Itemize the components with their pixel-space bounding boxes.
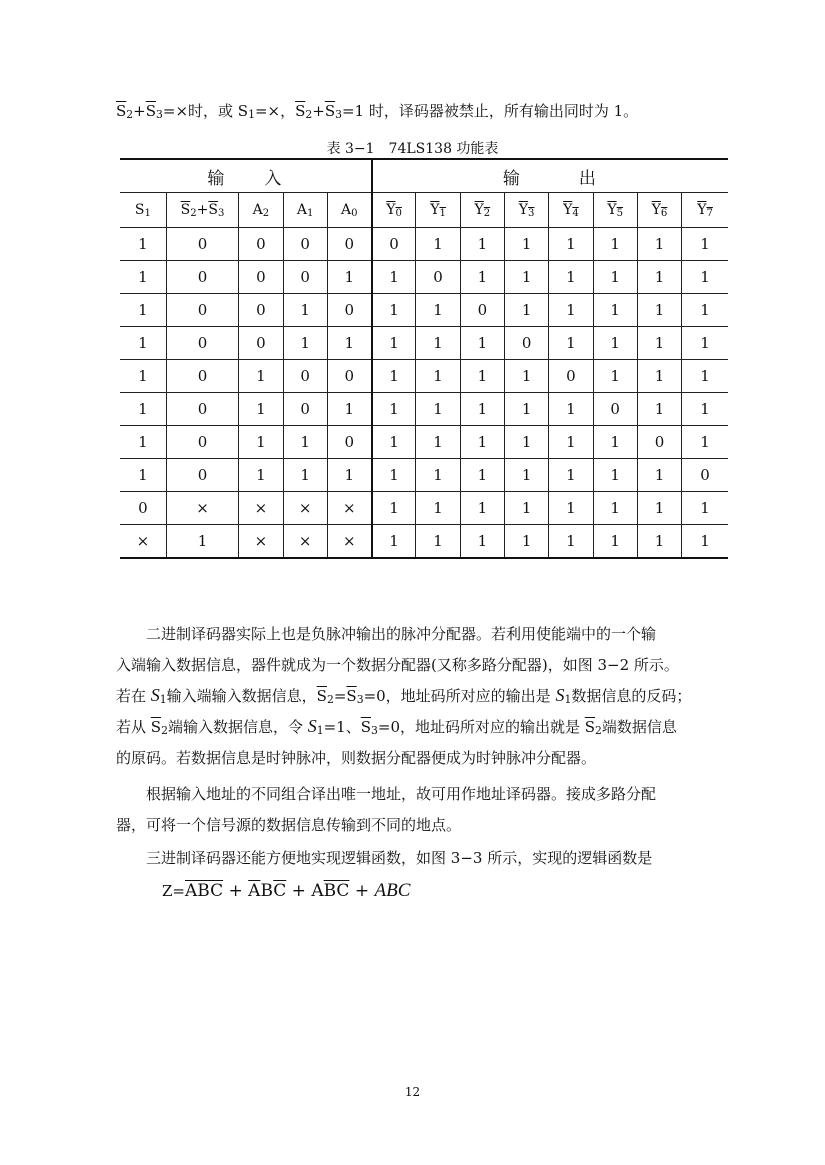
p1-l3-eq: = [333, 687, 347, 705]
cell: 1 [239, 393, 283, 426]
s1-italic-sub: 1 [159, 692, 167, 706]
cell: 1 [327, 459, 371, 492]
cell: 0 [166, 228, 238, 261]
p1-l3-text-d: =0，地址码所对应的输出是 [363, 687, 556, 705]
cell: 0 [239, 327, 283, 360]
paragraph-1-line-3 [116, 685, 736, 706]
cell: 1 [682, 327, 728, 360]
cell: 1 [416, 492, 460, 525]
cell: 1 [372, 393, 416, 426]
formula-term-3-a: A [311, 881, 324, 901]
cell: 1 [166, 525, 238, 559]
s2-bar [116, 102, 126, 120]
intro-text-1: =×时，或 S [162, 102, 249, 120]
group-header-row [120, 159, 728, 193]
cell: 1 [372, 294, 416, 327]
cell: × [239, 525, 283, 559]
cell: 0 [637, 426, 681, 459]
cell: 0 [283, 228, 327, 261]
cell: 1 [416, 393, 460, 426]
cell: 1 [593, 426, 637, 459]
formula-plus-2: + [291, 881, 306, 901]
cell: 0 [239, 228, 283, 261]
paragraph-3-line-1: 三进制译码器还能方便地实现逻辑函数，如图 3−3 所示，实现的逻辑函数是 [146, 849, 653, 867]
col-header-y5 [593, 193, 637, 228]
p1-l4-s2: $\overline{S}$ [150, 718, 162, 736]
cell: 1 [505, 261, 549, 294]
cell: 0 [327, 360, 371, 393]
cell: 0 [416, 261, 460, 294]
cell: 1 [416, 327, 460, 360]
s1-italic: S [150, 685, 160, 705]
cell: 1 [372, 459, 416, 492]
cell: 0 [593, 393, 637, 426]
cell: 0 [239, 261, 283, 294]
h-s2-bar [181, 202, 191, 218]
formula-term-2-a: $\overline{A}$ [248, 881, 261, 901]
formula-term-1: $\overline{ABC}$ [185, 881, 224, 901]
cell: 1 [460, 228, 504, 261]
cell: 1 [460, 492, 504, 525]
h-s2-sub: 2 [190, 207, 197, 219]
group-input-header: 输 入 [120, 159, 372, 193]
cell: 1 [416, 525, 460, 559]
cell: 1 [682, 294, 728, 327]
table-row [120, 426, 728, 459]
p1-l4-s3-sub: 3 [371, 723, 378, 737]
cell: 1 [637, 228, 681, 261]
cell: 1 [120, 459, 166, 492]
h-y3: Y [518, 201, 529, 218]
paragraph-1-line-2: 入端输入数据信息，器件就成为一个数据分配器(又称多路分配器)，如图 3−2 所示。 [116, 656, 679, 674]
cell: 1 [283, 327, 327, 360]
cell: 1 [505, 294, 549, 327]
table-row [120, 492, 728, 525]
p1-l3-text-a: 若在 [116, 687, 151, 705]
cell: 0 [283, 261, 327, 294]
cell: 0 [283, 360, 327, 393]
formula-term-4: ABC [374, 880, 411, 901]
cell: 1 [416, 459, 460, 492]
p1-l4-s2b-bar [585, 718, 595, 736]
p1-l4-text-e: 端数据信息 [601, 718, 677, 736]
cell: 0 [505, 327, 549, 360]
cell: 1 [682, 525, 728, 559]
cell: 1 [372, 360, 416, 393]
s3-symbol: $\overline{S}$ [145, 102, 157, 120]
col-header-y4 [549, 193, 593, 228]
h-s3-sub: 3 [217, 207, 225, 219]
cell: 0 [166, 360, 238, 393]
s1b-italic: S [555, 685, 565, 705]
cell: 1 [682, 228, 728, 261]
cell: 1 [549, 327, 593, 360]
cell: 1 [372, 426, 416, 459]
cell: 1 [593, 294, 637, 327]
intro-line [116, 100, 638, 121]
h-y2-sub: 2 [483, 207, 491, 219]
cell: 1 [593, 525, 637, 559]
p1-l4-text-c: =1、 [323, 718, 361, 736]
plus-sign: + [133, 102, 146, 120]
h-y4-sub: 4 [572, 207, 579, 219]
h-y4-bar [563, 202, 579, 218]
cell: × [166, 492, 238, 525]
h-y6: Y [651, 201, 661, 218]
cell: × [327, 525, 371, 559]
cell: 1 [327, 327, 371, 360]
h-y2-bar [475, 202, 491, 218]
cell: 0 [166, 426, 238, 459]
h-s2: $\overline{S}$ [180, 201, 191, 218]
p1-l4-s3-bar [361, 718, 371, 736]
s3-subscript: 3 [156, 107, 163, 121]
h-y6-sub: 6 [660, 207, 668, 219]
h-s3: $\overline{S}$ [208, 201, 218, 218]
cell: 1 [593, 327, 637, 360]
h-y0: Y [386, 201, 396, 218]
paragraph-2-line-1: 根据输入地址的不同组合译出唯一地址，故可用作地址译码器。接成多路分配 [146, 785, 657, 803]
plus-sign-2: + [312, 102, 325, 120]
s2b-symbol: $\overline{S}$ [295, 102, 306, 120]
p1-l4-s3: $\overline{S}$ [360, 718, 371, 736]
cell: 1 [682, 492, 728, 525]
h-y1-bar [430, 202, 446, 218]
h-s1-sub: 1 [144, 207, 151, 219]
cell: 1 [549, 525, 593, 559]
s2b-bar [295, 102, 305, 120]
col-header-y3 [505, 193, 549, 228]
paragraph-1-line-4 [116, 716, 736, 737]
p1-l4-s1-sub: 1 [316, 723, 324, 737]
col-header-s2-s3 [166, 193, 238, 228]
paragraph-2-line-2: 器，可将一个信号源的数据信息传输到不同的地点。 [116, 816, 462, 834]
p1-l3-text-b: 输入端输入数据信息， [166, 687, 317, 705]
col-header-y1 [416, 193, 460, 228]
formula-term-2-c: $\overline{C}$ [273, 881, 287, 901]
s2-subscript: 2 [126, 107, 134, 121]
cell: 1 [239, 459, 283, 492]
cell: 1 [505, 525, 549, 559]
h-y3-sub: 3 [528, 207, 535, 219]
cell: 0 [120, 492, 166, 525]
cell: 1 [682, 261, 728, 294]
function-table [120, 158, 728, 559]
table-row [120, 459, 728, 492]
p1-l4-s2b-sub: 2 [595, 723, 602, 737]
p1-s3: $\overline{S}$ [346, 687, 357, 705]
col-header-y7 [682, 193, 728, 228]
p1-s2-sub: 2 [326, 692, 334, 706]
cell: 1 [637, 360, 681, 393]
p1-s3-sub: 3 [356, 692, 364, 706]
cell: 1 [593, 492, 637, 525]
intro-text-3: =1 时，译码器被禁止，所有输出同时为 1。 [341, 102, 639, 120]
h-y0-sub: 0 [395, 207, 402, 219]
h-a2-sub: 2 [262, 207, 270, 219]
table-row [120, 360, 728, 393]
cell: 1 [460, 426, 504, 459]
cell: × [283, 492, 327, 525]
cell: 1 [372, 525, 416, 559]
h-y2: Y [474, 201, 484, 218]
cell: 1 [549, 261, 593, 294]
s2b-subscript: 2 [305, 107, 313, 121]
cell: 1 [549, 228, 593, 261]
cell: 1 [327, 261, 371, 294]
cell: 1 [637, 492, 681, 525]
h-y7-bar [697, 202, 713, 218]
cell: 1 [505, 228, 549, 261]
cell: × [327, 492, 371, 525]
p1-s3-bar [346, 687, 356, 705]
cell: 0 [549, 360, 593, 393]
h-y3-bar [519, 202, 535, 218]
table-caption: 表 3−1 74LS138 功能表 [326, 141, 499, 157]
p1-s2-bar [317, 687, 327, 705]
cell: × [283, 525, 327, 559]
cell: 1 [239, 360, 283, 393]
cell: 1 [549, 492, 593, 525]
h-a2: A [252, 201, 263, 218]
cell: 1 [283, 459, 327, 492]
cell: 1 [505, 393, 549, 426]
col-header-y0 [372, 193, 416, 228]
col-header-a0 [327, 193, 371, 228]
cell: × [239, 492, 283, 525]
s3b-subscript: 3 [335, 107, 342, 121]
cell: 0 [327, 228, 371, 261]
cell: 0 [372, 228, 416, 261]
cell: 1 [549, 393, 593, 426]
cell: 1 [416, 294, 460, 327]
cell: 1 [120, 294, 166, 327]
cell: 1 [460, 261, 504, 294]
formula-term-3-bc: $\overline{BC}$ [323, 881, 350, 901]
h-y7-sub: 7 [706, 207, 713, 219]
cell: 1 [372, 327, 416, 360]
cell: 1 [637, 327, 681, 360]
cell: 1 [637, 459, 681, 492]
cell: 1 [416, 228, 460, 261]
page-number: 12 [404, 1085, 421, 1099]
cell: 1 [505, 459, 549, 492]
h-y5-bar [607, 202, 623, 218]
s3-bar [146, 102, 156, 120]
cell: 1 [682, 426, 728, 459]
cell: 1 [549, 459, 593, 492]
cell: 1 [120, 360, 166, 393]
h-y6-bar [652, 202, 668, 218]
table-row [120, 327, 728, 360]
s1-subscript: 1 [248, 107, 255, 121]
h-plus: + [196, 201, 209, 218]
h-y1-sub: 1 [439, 207, 446, 219]
cell: × [120, 525, 166, 559]
s3b-bar [325, 102, 335, 120]
cell: 1 [239, 426, 283, 459]
p1-l4-s1-italic: S [307, 716, 317, 736]
h-y1: Y [430, 201, 440, 218]
table-row [120, 294, 728, 327]
table-row [120, 393, 728, 426]
table-row [120, 261, 728, 294]
cell: 1 [593, 459, 637, 492]
h-y4: Y [563, 201, 573, 218]
cell: 1 [120, 261, 166, 294]
h-a0: A [340, 201, 352, 218]
formula-term-2-b: B [260, 881, 274, 901]
p1-l4-text-b: 端输入数据信息，令 [167, 718, 308, 736]
s1b-italic-sub: 1 [564, 692, 572, 706]
cell: 0 [460, 294, 504, 327]
cell: 1 [637, 261, 681, 294]
cell: 1 [372, 261, 416, 294]
cell: 1 [460, 393, 504, 426]
cell: 1 [120, 228, 166, 261]
cell: 1 [549, 294, 593, 327]
cell: 0 [166, 459, 238, 492]
cell: 0 [166, 294, 238, 327]
col-header-y2 [460, 193, 504, 228]
cell: 1 [549, 426, 593, 459]
cell: 0 [166, 327, 238, 360]
h-y5-sub: 5 [616, 207, 624, 219]
cell: 1 [637, 294, 681, 327]
cell: 1 [416, 360, 460, 393]
h-a1-sub: 1 [307, 207, 314, 219]
col-header-y6 [637, 193, 681, 228]
column-header-row [120, 193, 728, 228]
cell: 1 [120, 327, 166, 360]
cell: 1 [593, 261, 637, 294]
p1-s2: $\overline{S}$ [316, 687, 327, 705]
cell: 0 [327, 426, 371, 459]
h-s3-bar [208, 202, 218, 218]
h-y7: Y [697, 201, 707, 218]
p1-l4-s2-sub: 2 [161, 723, 168, 737]
cell: 0 [166, 393, 238, 426]
p1-l4-s2-bar [151, 718, 161, 736]
p1-l4-s2b: $\overline{S}$ [584, 718, 596, 736]
cell: 1 [682, 393, 728, 426]
cell: 0 [239, 294, 283, 327]
cell: 1 [460, 327, 504, 360]
cell: 1 [637, 525, 681, 559]
p1-l3-text-e: 数据信息的反码； [571, 687, 692, 705]
cell: 1 [283, 426, 327, 459]
cell: 1 [505, 360, 549, 393]
cell: 1 [460, 525, 504, 559]
table-row [120, 525, 728, 559]
table-row [120, 228, 728, 261]
paragraph-1-line-1: 二进制译码器实际上也是负脉冲输出的脉冲分配器。若利用使能端中的一个输 [146, 625, 657, 643]
formula-lhs: Z= [162, 882, 185, 900]
intro-text-2: =×， [254, 102, 296, 120]
cell: 1 [637, 393, 681, 426]
s2-symbol: $\overline{S}$ [116, 102, 127, 120]
cell: 1 [682, 360, 728, 393]
col-header-a1 [283, 193, 327, 228]
cell: 1 [505, 426, 549, 459]
cell: 1 [120, 393, 166, 426]
paragraph-1-line-5: 的原码。若数据信息是时钟脉冲，则数据分配器便成为时钟脉冲分配器。 [116, 749, 597, 767]
cell: 0 [283, 393, 327, 426]
p1-l4-text-d: =0，地址码所对应的输出就是 [377, 718, 585, 736]
cell: 1 [372, 492, 416, 525]
cell: 1 [283, 294, 327, 327]
s3b-symbol: $\overline{S}$ [324, 102, 336, 120]
col-header-s1 [120, 193, 166, 228]
cell: 1 [460, 360, 504, 393]
cell: 0 [166, 261, 238, 294]
h-a1: A [296, 201, 308, 218]
cell: 1 [120, 426, 166, 459]
cell: 1 [416, 426, 460, 459]
h-y0-bar [386, 202, 402, 218]
group-output-header: 输 出 [372, 159, 728, 193]
h-s1: S [134, 201, 145, 218]
cell: 1 [505, 492, 549, 525]
logic-formula [162, 880, 410, 902]
cell: 1 [593, 360, 637, 393]
formula-plus-3: + [354, 881, 370, 901]
h-y5: Y [607, 201, 617, 218]
cell: 0 [327, 294, 371, 327]
cell: 1 [460, 459, 504, 492]
cell: 1 [593, 228, 637, 261]
col-header-a2 [239, 193, 283, 228]
h-a0-sub: 0 [351, 207, 358, 219]
cell: 0 [682, 459, 728, 492]
cell: 1 [327, 393, 371, 426]
p1-l4-text-a: 若从 [116, 718, 151, 736]
formula-plus-1: + [228, 881, 243, 901]
